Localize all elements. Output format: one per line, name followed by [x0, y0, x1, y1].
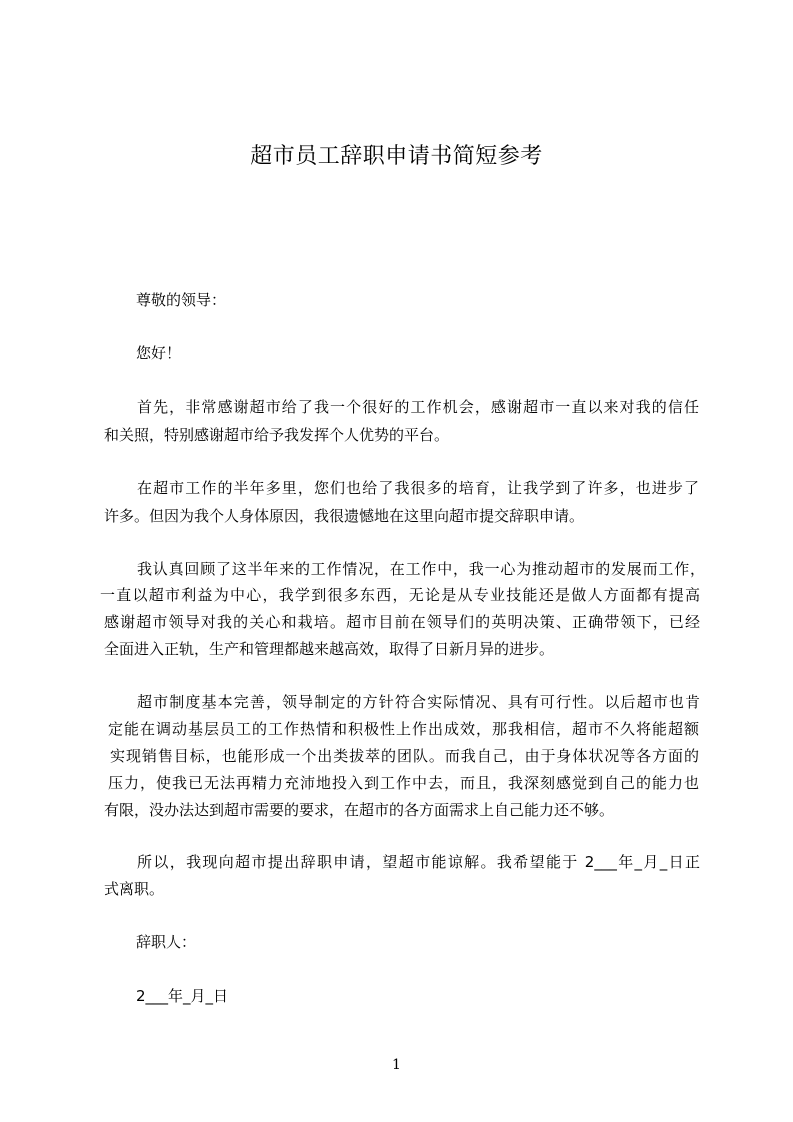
- salutation: 尊敬的领导：: [136, 291, 227, 309]
- body-line: 压力，使我已无法再精力充沛地投入到工作中去，而且，我深刻感觉到自己的能力也: [108, 774, 699, 792]
- body-line: 所以，我现向超市提出辞职申请，望超市能谅解。我希望能于 2___年_月_日正: [137, 853, 700, 871]
- body-line: 许多。但因为我个人身体原因，我很遗憾地在这里向超市提交辞职申请。: [104, 507, 585, 525]
- body-line: 我认真回顾了这半年来的工作情况，在工作中，我一心为推动超市的发展而工作，: [137, 560, 705, 578]
- body-line: 实现销售目标，也能形成一个出类拔萃的团队。而我自己，由于身体状况等各方面的: [110, 747, 699, 765]
- body-line: 首先，非常感谢超市给了我一个很好的工作机会，感谢超市一直以来对我的信任: [137, 398, 699, 416]
- body-line: 全面进入正轨，生产和管理都越来越高效，取得了日新月异的进步。: [104, 640, 555, 658]
- body-line: 超市制度基本完善，领导制定的方针符合实际情况、具有可行性。以后超市也肯: [137, 693, 700, 711]
- date-line: 2___年_月_日: [136, 987, 229, 1005]
- page-number: 1: [392, 1057, 401, 1073]
- body-line: 感谢超市领导对我的关心和栽培。超市目前在领导们的英明决策、正确带领下，已经: [104, 613, 700, 631]
- body-line: 定能在调动基层员工的工作热情和积极性上作出成效，那我相信，超市不久将能超额: [108, 720, 699, 738]
- body-line: 式离职。: [104, 880, 165, 898]
- body-line: 和关照，特别感谢超市给予我发挥个人优势的平台。: [104, 426, 450, 444]
- signature-label: 辞职人：: [136, 933, 197, 951]
- greeting: 您好！: [136, 344, 182, 362]
- document-title: 超市员工辞职申请书简短参考: [250, 144, 543, 169]
- body-line: 在超市工作的半年多里，您们也给了我很多的培育，让我学到了许多，也进步了: [137, 479, 699, 497]
- body-line: 有限，没办法达到超市需要的要求，在超市的各方面需求上自己能力还不够。: [104, 801, 615, 819]
- body-line: 一直以超市利益为中心，我学到很多东西，无论是从专业技能还是做人方面都有提高: [100, 586, 700, 604]
